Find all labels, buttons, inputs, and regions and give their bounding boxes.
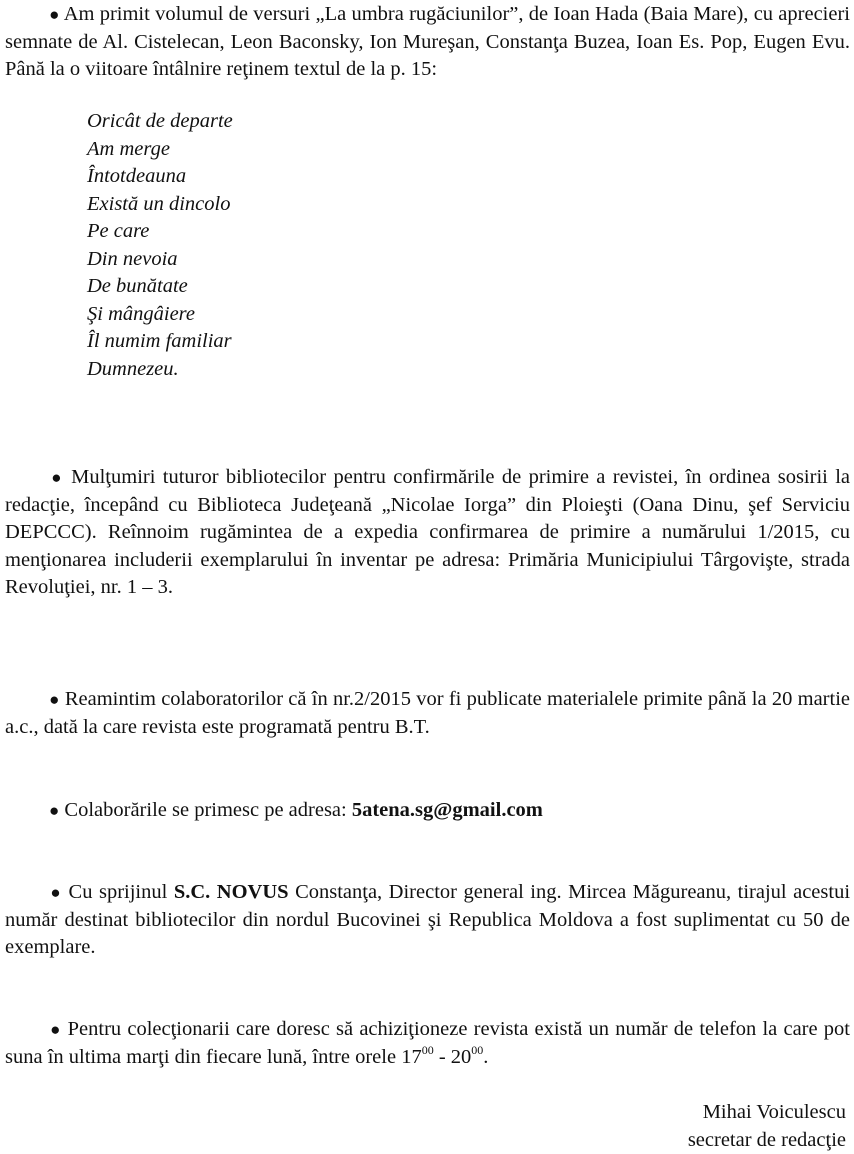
poem-line: Îl numim familiar xyxy=(87,330,232,352)
paragraph-text-pre: Cu sprijinul xyxy=(68,881,168,903)
time-start: $17^{00}$ xyxy=(401,1042,434,1068)
time-end: $20^{00}$ xyxy=(450,1042,484,1068)
paragraph-thanks-libraries xyxy=(5,464,850,602)
paragraph-collectors: ● Pentru colecţionarii care doresc să achiziţioneze revista există un număr de telefon la care pot suna în ultima marţi din fiecare lună, între orele $17^{00} - 20^{00}$. xyxy=(5,1018,850,1068)
poem-line: Pe care xyxy=(87,220,150,242)
bullet-icon: ● xyxy=(49,801,60,820)
email-address[interactable]: 5atena.sg@gmail.com xyxy=(351,799,543,821)
paragraph-book-received xyxy=(5,1,850,84)
paragraph-text: Constanţa, Director general ing. Mircea Măgureanu, tirajul acestui număr destinat bibliotecilor din nordul Bucovinei şi Republica Moldova a fost suplimentat cu 50 de exemplare. xyxy=(5,881,851,958)
poem-line: Întotdeauna xyxy=(87,165,187,187)
poem-line: Oricât de departe xyxy=(87,110,233,132)
paragraph-reminder xyxy=(5,686,850,741)
signature-name: Mihai Voiculescu xyxy=(702,1101,846,1123)
poem-line: Există un dincolo xyxy=(87,192,231,215)
bullet-icon: ● xyxy=(49,5,60,24)
bullet-icon: ● xyxy=(49,883,63,902)
company-name: S.C. NOVUS xyxy=(173,881,289,903)
poem xyxy=(5,108,233,383)
bullet-icon: ● xyxy=(49,1020,62,1039)
poem-line: Din nevoia xyxy=(87,247,178,270)
signature-role: secretar de redacţie xyxy=(687,1128,846,1151)
paragraph-text: Reamintim colaboratorilor că în nr.2/2015 vor fi publicate materialele primite până la 20 martie a.c., dată la care revista este programată pentru B.T. xyxy=(5,688,850,738)
poem-line: De bunătate xyxy=(87,275,188,297)
poem-line: Şi mângâiere xyxy=(87,302,195,325)
paragraph-contact xyxy=(5,797,850,825)
paragraph-text: Colaborările se primesc pe adresa: xyxy=(64,799,347,821)
poem-line: Am merge xyxy=(87,137,170,160)
paragraph-text: Am primit volumul de versuri „La umbra rugăciunilor”, de Ioan Hada (Baia Mare), cu aprecieri semnate de Al. Cistelecan, Leon Baconsky, Ion Mureşan, Constanţa Buzea, Ioan Es. Pop, Eugen Evu. Până la o viitoare întâlnire reţinem textul de la p. 15: xyxy=(5,3,850,80)
signature-block xyxy=(688,1099,846,1154)
poem-line: Dumnezeu. xyxy=(87,357,179,380)
bullet-icon: ● xyxy=(49,468,64,487)
paragraph-text: Mulţumiri tuturor bibliotecilor pentru confirmările de primire a revistei, în ordinea sosirii la redacţie, începând cu Biblioteca Judeţeană „Nicolae Iorga” din Ploieşti (Oana Dinu, şef Serviciu DEPCCC). Reînnoim rugămintea de a expedia confirmarea de primire a numărului 1/2015, cu menţionarea includerii exemplarului în inventar pe adresa: Primăria Municipiului Târgovişte, strada Revoluţiei, nr. 1 – 3. xyxy=(5,466,850,598)
paragraph-text: Pentru colecţionarii care doresc să achiziţioneze revista există un număr de telefon la care pot suna în ultima marţi din fiecare lună, între orele xyxy=(5,1018,850,1068)
bullet-icon: ● xyxy=(49,690,60,709)
time-separator: - xyxy=(433,1045,451,1068)
paragraph-sponsor xyxy=(5,879,850,962)
